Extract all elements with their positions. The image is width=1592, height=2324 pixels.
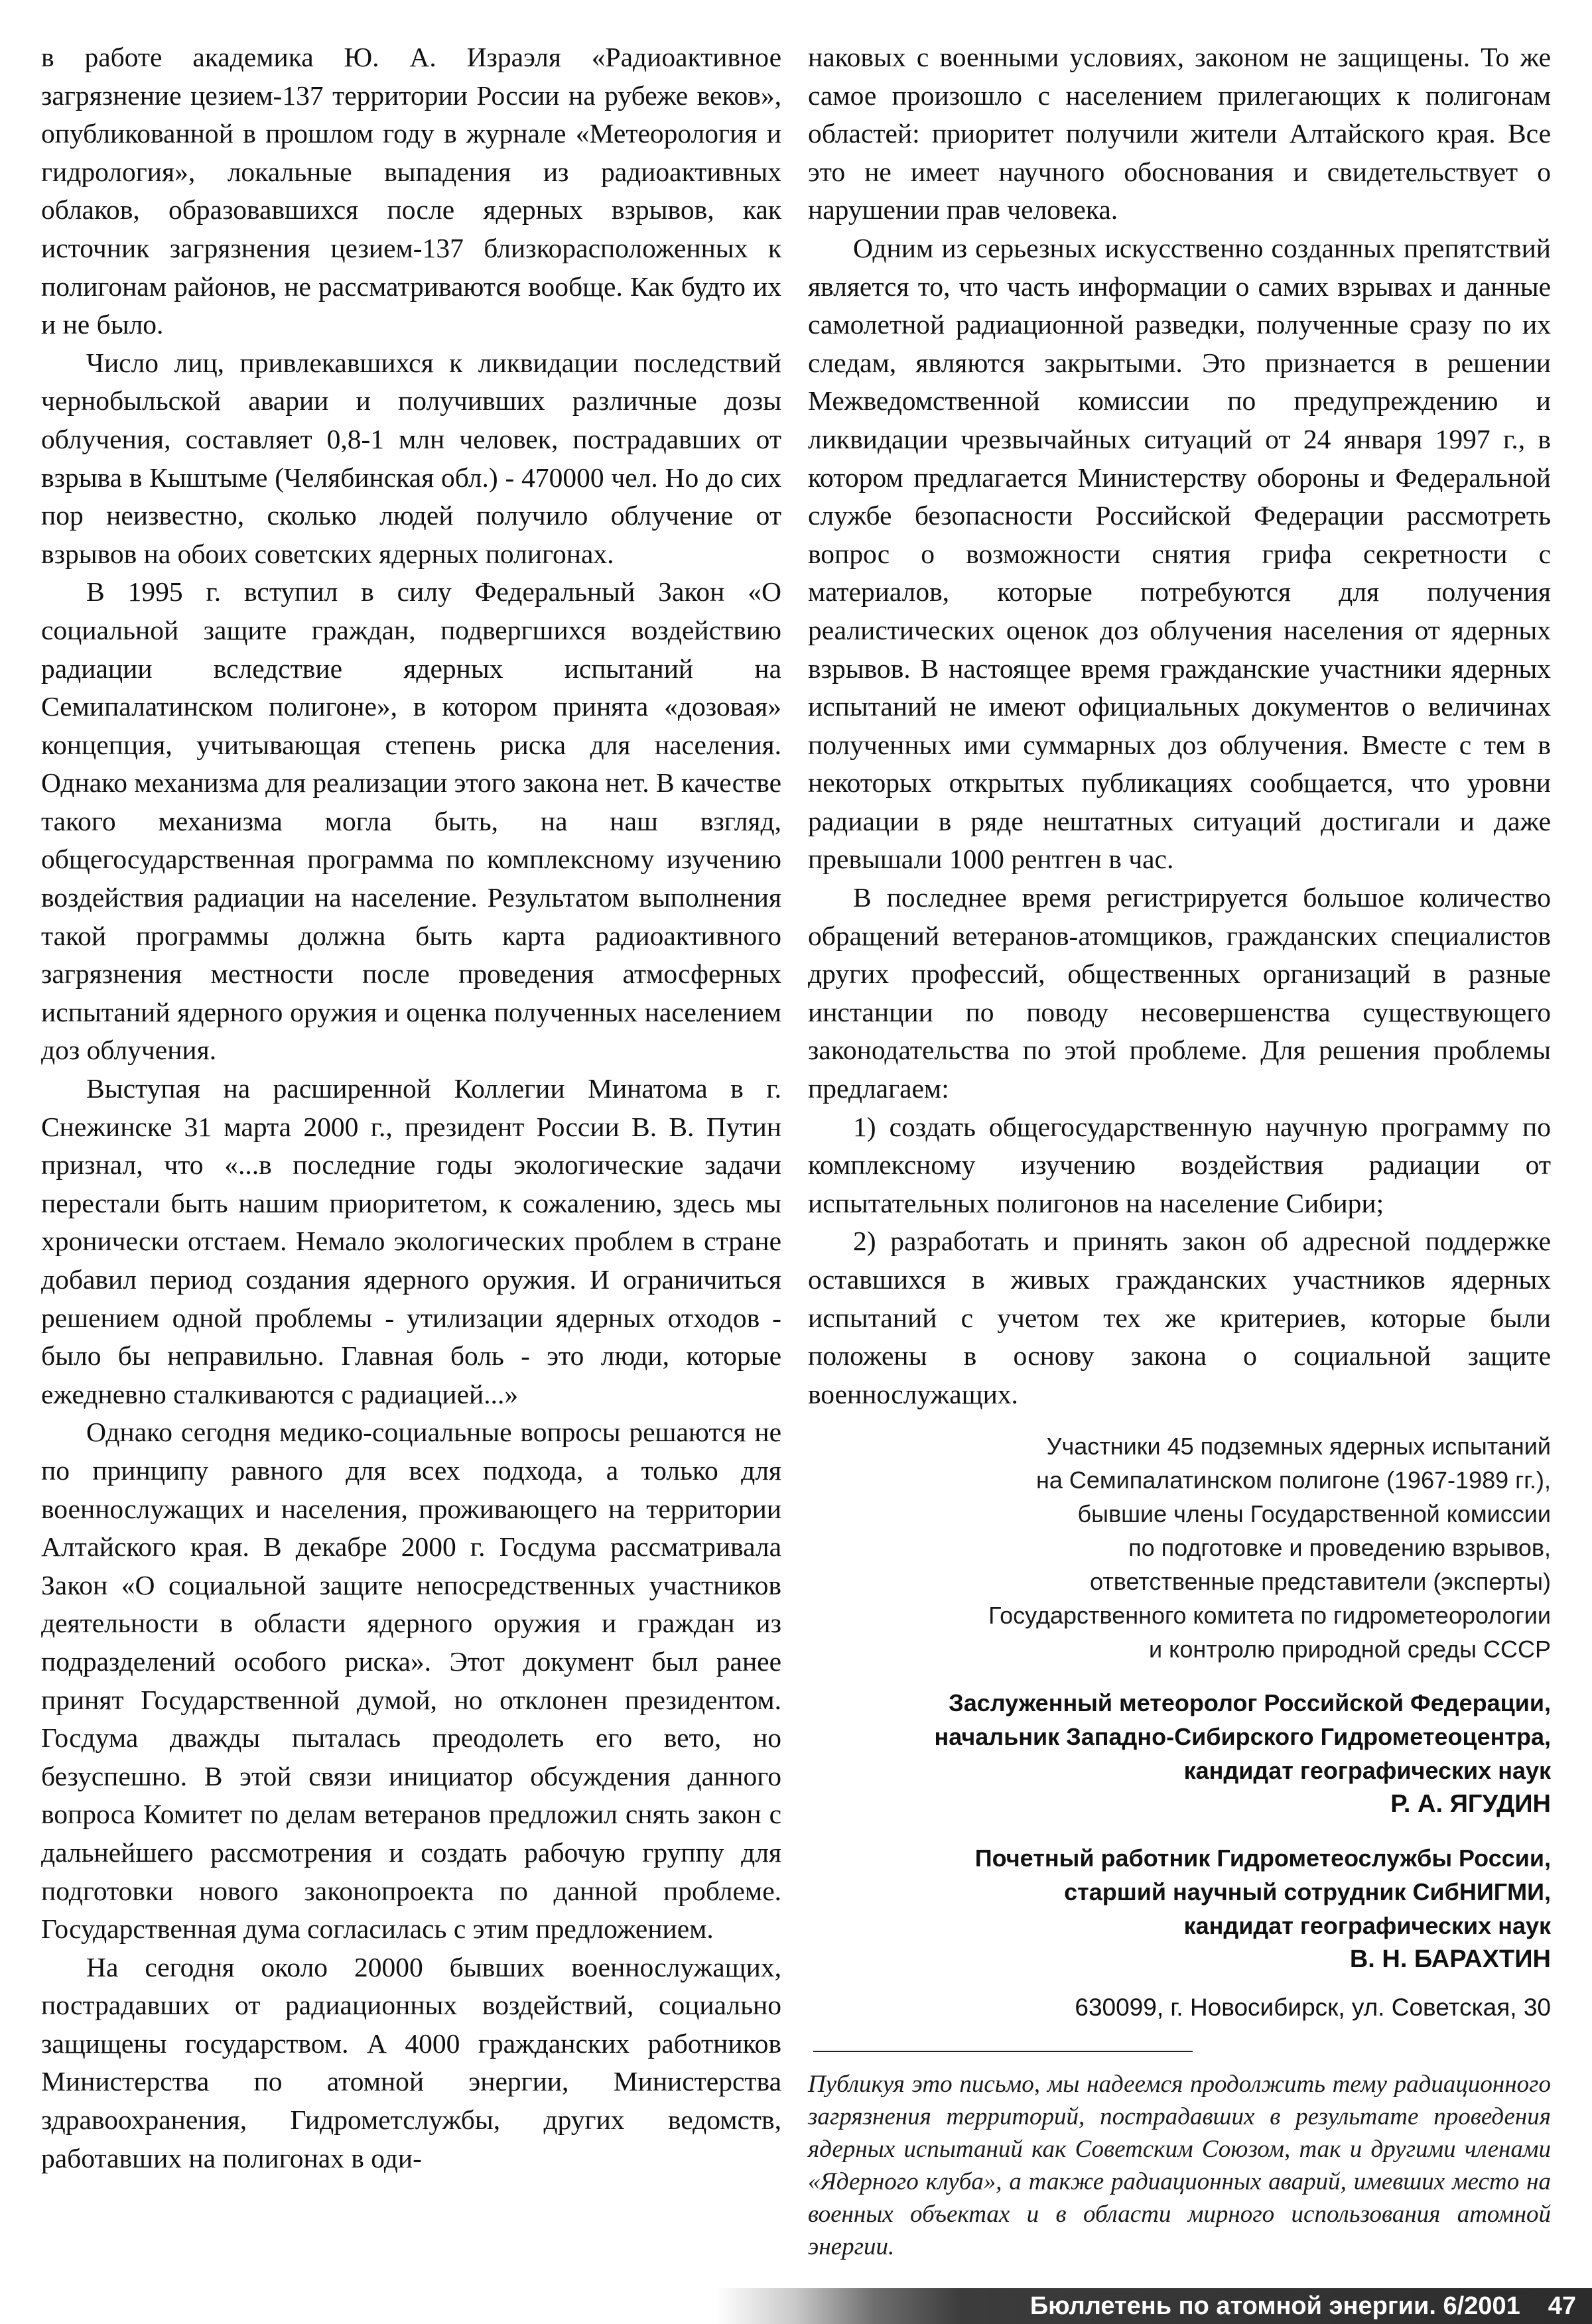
list-item: 1) создать общегосударственную научную программу по комплексному изучению воздействия радиации от испытательных полигонов на население Сибири;: [808, 1111, 1551, 1218]
signers-line: Государственного комитета по гидрометеорологии: [988, 1602, 1551, 1630]
right-column: [808, 38, 1551, 2263]
paragraph: На сегодня около 20000 бывших военнослужащих, пострадавших от радиационных воздействий, социально защищены государством. А 4000 гражданских работников Министерства по атомной энергии, Министерства здравоохранения, Гидрометслужбы, других ведомств, работавших на полигонах в оди-: [41, 1951, 781, 2173]
author-title-line: старший научный сотрудник СибНИГМИ,: [1064, 1878, 1551, 1906]
signers-line: и контролю природной среды СССР: [1149, 1636, 1551, 1663]
journal-title: Бюллетень по атомной энергии. 6/2001: [1029, 2292, 1520, 2320]
author-name: В. Н. БАРАХТИН: [1349, 1945, 1551, 1974]
paragraph: Одним из серьезных искусственно созданных препятствий является то, что часть информации о самих взрывах и данные самолетной радиационной разведки, полученные сразу по их следам, являются закрытыми. Это признается в решении Межведомственной комиссии по предупреждению и ликвидации чрезвычайных ситуаций от 24 января 1997 г., в котором предлагается Министерству обороны и Федеральной службе безопасности Российской Федерации рассмотреть вопрос о возможности снятия грифа секретности с материалов, которые потребуются для получения реалистических оценок доз облучения населения от ядерных взрывов. В настоящее время гражданские участники ядерных испытаний не имеют официальных документов о величинах полученных ими суммарных доз облучения. Вместе с тем в некоторых открытых публикациях сообщается, что уровни радиации в ряде нештатных ситуаций достигали и даже превышали 1000 рентген в час.: [808, 232, 1551, 875]
signers-block: [808, 1429, 1551, 1666]
signers-line: по подготовке и проведению взрывов,: [1128, 1534, 1551, 1562]
left-column: [41, 38, 781, 2177]
author-title-line: кандидат географических наук: [1183, 1757, 1551, 1785]
paragraph: наковых с военными условиях, законом не защищены. То же самое произошло с населением прилегающих к полигонам областей: приоритет получили жители Алтайского края. Все это не имеет научного обоснования и свидетельствует о нарушении прав человека.: [808, 42, 1551, 226]
author-block-barakhtin: [808, 1841, 1551, 1976]
divider: [813, 2051, 1193, 2052]
page-number: 47: [1548, 2292, 1576, 2320]
editor-note: Публикуя это письмо, мы надеемся продолжить тему радиационного загрязнения территорий, пострадавших в результате проведения ядерных испытаний как Советским Союзом, так и другими членами «Ядерного клуба», а также радиационных аварий, имевших место на военных объектах и в области мирного использования атомной энергии.: [808, 2071, 1551, 2261]
signers-line: Участники 45 подземных ядерных испытаний: [1046, 1433, 1551, 1460]
author-title-line: Почетный работник Гидрометеослужбы России,: [974, 1844, 1551, 1872]
paragraph: В последнее время регистрируется большое количество обращений ветеранов-атомщиков, гражданских специалистов других профессий, общественных организаций в разные инстанции по поводу несовершенства существующего законодательства по этой проблеме. Для решения проблемы предлагаем:: [808, 882, 1551, 1104]
postal-address: 630099, г. Новосибирск, ул. Советская, 30: [1075, 1994, 1551, 2022]
paragraph: В 1995 г. вступил в силу Федеральный Закон «О социальной защите граждан, подвергшихся воздействию радиации вследствие ядерных испытаний на Семипалатинском полигоне», в котором принята «дозовая» концепция, учитывающая степень риска для населения. Однако механизма для реализации этого закона нет. В качестве такого механизма могла быть, на наш взгляд, общегосударственная программа по комплексному изучению воздействия радиации на население. Результатом выполнения такой программы должна быть карта радиоактивного загрязнения местности после проведения атмосферных испытаний ядерного оружия и оценка полученных населением доз облучения.: [41, 576, 781, 1066]
footer: [1030, 2289, 1576, 2323]
list-item: 2) разработать и принять закон об адресной поддержке оставшихся в живых гражданских участников ядерных испытаний с учетом тех же критериев, которые были положены в основу закона о социальной защите военнослужащих.: [808, 1226, 1551, 1409]
signers-line: на Семипалатинском полигоне (1967-1989 гг.),: [1035, 1466, 1551, 1494]
signers-line: бывшие члены Государственной комиссии: [1077, 1500, 1551, 1528]
author-title-line: начальник Западно-Сибирского Гидрометеоцентра,: [934, 1723, 1551, 1751]
author-title-line: Заслуженный метеоролог Российской Федерации,: [949, 1689, 1551, 1717]
signers-line: ответственные представители (эксперты): [1090, 1568, 1551, 1596]
paragraph: Однако сегодня медико-социальные вопросы решаются не по принципу равного для всех подхода, а только для военнослужащих и населения, проживающего на территории Алтайского края. В декабре 2000 г. Госдума рассматривала Закон «О социальной защите непосредственных участников деятельности в области ядерного оружия и граждан из подразделений особого риска». Этот документ был ранее принят Государственной думой, но отклонен президентом. Госдума дважды пыталась преодолеть его вето, но безуспешно. В этой связи инициатор обсуждения данного вопроса Комитет по делам ветеранов предложил снять закон с дальнейшего рассмотрения и создать рабочую группу для подготовки нового законопроекта по данной проблеме. Государственная дума согласилась с этим предложением.: [41, 1417, 781, 1945]
author-title-line: кандидат географических наук: [1183, 1912, 1551, 1940]
paragraph: Выступая на расширенной Коллегии Минатома в г. Снежинске 31 марта 2000 г., президент России В. В. Путин признал, что «...в последние годы экологические задачи перестали быть нашим приоритетом, к сожалению, здесь мы хронически отстаем. Немало экологических проблем в стране добавил период создания ядерного оружия. И ограничиться решением одной проблемы - утилизации ядерных отходов - было бы неправильно. Главная боль - это люди, которые ежедневно сталкиваются с радиацией...»: [41, 1073, 781, 1409]
author-name: Р. А. ЯГУДИН: [1390, 1790, 1551, 1819]
paragraph: Число лиц, привлекавшихся к ликвидации последствий чернобыльской аварии и получивших различные дозы облучения, составляет 0,8-1 млн человек, пострадавших от взрыва в Кыштыме (Челябинская обл.) - 470000 чел. Но до сих пор неизвестно, сколько людей получило облучение от взрывов на обоих советских ядерных полигонах.: [41, 347, 781, 569]
author-block-yagudin: [808, 1686, 1551, 1821]
paragraph: в работе академика Ю. А. Израэля «Радиоактивное загрязнение цезием-137 территории России на рубеже веков», опубликованной в прошлом году в журнале «Метеорология и гидрология», локальные выпадения из радиоактивных облаков, образовавшихся после ядерных взрывов, как источник загрязнения цезием-137 близкорасположенных к полигонам районов, не рассматриваются вообще. Как будто их и не было.: [41, 42, 781, 340]
